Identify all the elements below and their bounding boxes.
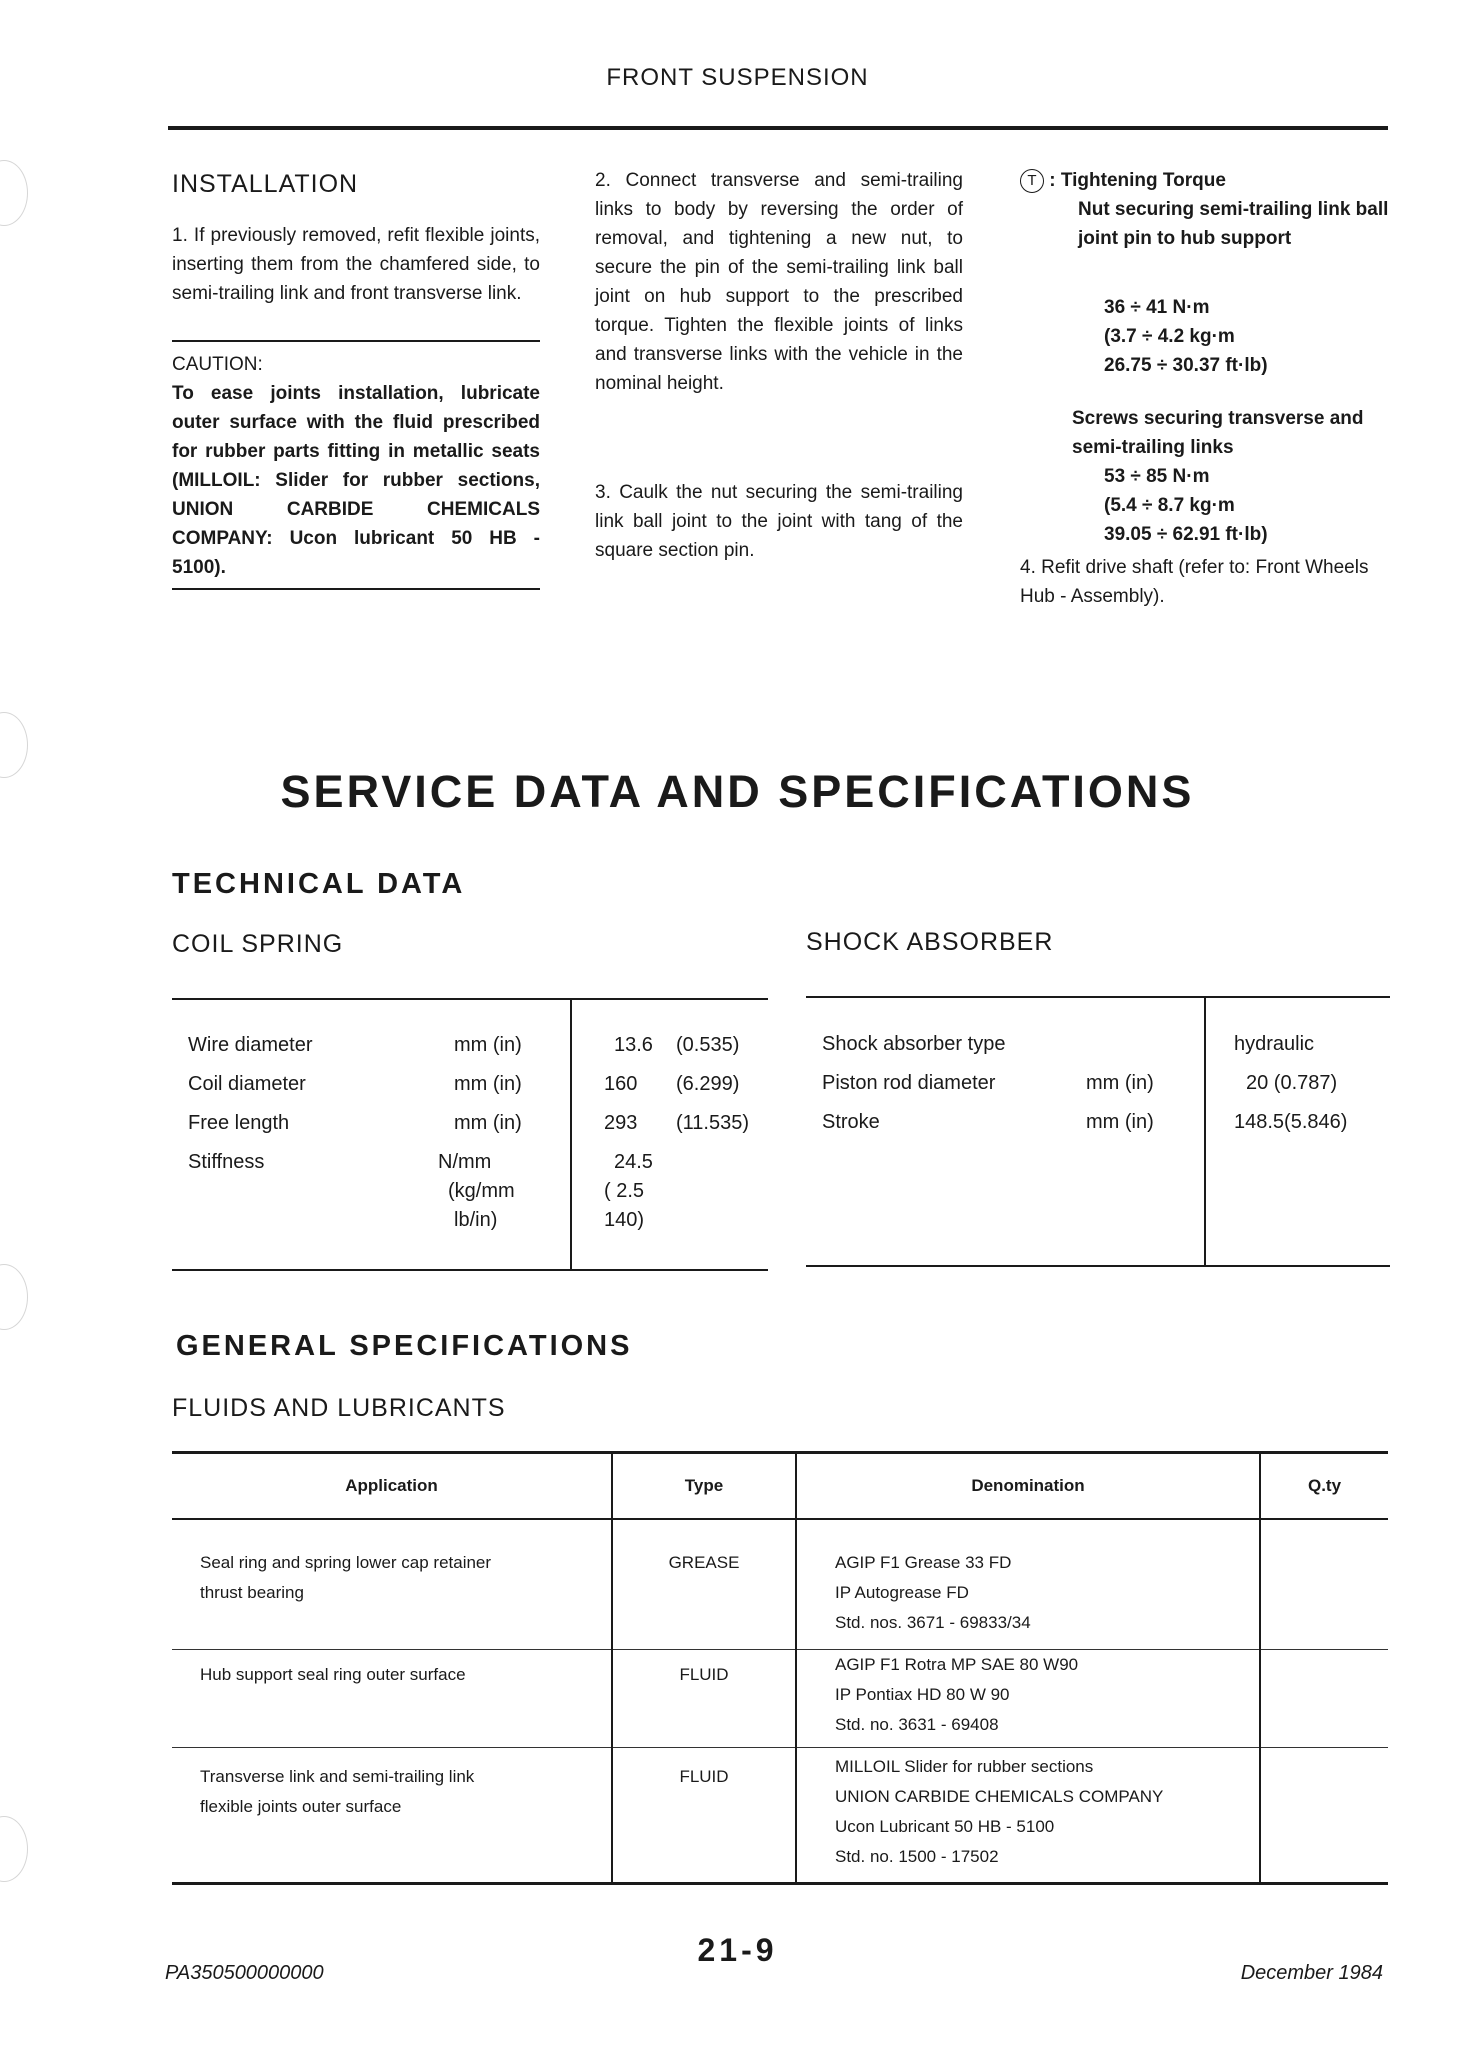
denomination-cell — [796, 1649, 1260, 1747]
column-header: Denomination — [796, 1453, 1260, 1520]
coil-row-value: 13.6 — [614, 1034, 653, 1056]
torque-value: 36 ÷ 41 N·m — [1104, 297, 1210, 318]
coil-stiffness-unit: lb/in) — [454, 1209, 498, 1231]
coil-spring-table-bottom-rule — [172, 1269, 768, 1271]
installation-step-3: 3. Caulk the nut securing the semi-trailing link ball joint to the joint with tang of the square section pin. — [595, 482, 963, 561]
table-row — [172, 1649, 1388, 1747]
shock-row-label: Shock absorber type — [822, 1033, 1006, 1055]
application-cell — [172, 1747, 612, 1883]
denomination-line: AGIP F1 Rotra MP SAE 80 W90 — [835, 1654, 1079, 1674]
application-line: Transverse link and semi-trailing link — [200, 1766, 475, 1786]
torque-2-values — [1020, 462, 1390, 549]
shock-row-label: Stroke — [822, 1111, 880, 1133]
installation-step-4: 4. Refit drive shaft (refer to: Front Wheels Hub - Assembly). — [1020, 557, 1369, 607]
installation-column-2 — [595, 166, 963, 565]
header-rule — [168, 126, 1388, 130]
torque-value: (5.4 ÷ 8.7 kg·m — [1104, 495, 1235, 516]
coil-row-value: 24.5 — [614, 1151, 653, 1173]
type-cell: FLUID — [612, 1747, 796, 1883]
coil-row-unit: mm (in) — [454, 1073, 522, 1095]
application-line: Seal ring and spring lower cap retainer — [200, 1553, 492, 1572]
torque-value: 39.05 ÷ 62.91 ft·lb) — [1104, 524, 1268, 545]
coil-row-value: 293 — [604, 1112, 638, 1134]
qty-cell — [1260, 1747, 1388, 1883]
general-specifications-heading: GENERAL SPECIFICATIONS — [176, 1330, 633, 1362]
footer-document-code: PA350500000000 — [165, 1962, 324, 1984]
torque-title: : Tightening Torque — [1049, 170, 1226, 191]
torque-value: (3.7 ÷ 4.2 kg·m — [1104, 326, 1235, 347]
denomination-line: Ucon Lubricant 50 HB - 5100 — [835, 1816, 1055, 1836]
denomination-cell — [796, 1747, 1260, 1883]
coil-spring-table-divider — [570, 998, 572, 1270]
coil-stiffness-value: ( 2.5 — [604, 1180, 645, 1202]
torque-1-values — [1020, 293, 1390, 380]
page-number: 21-9 — [697, 1932, 778, 1968]
footer-date: December 1984 — [1240, 1962, 1383, 1984]
denomination-line: Std. no. 3631 - 69408 — [835, 1714, 999, 1734]
table-row — [172, 1519, 1388, 1649]
denomination-line: AGIP F1 Grease 33 FD — [835, 1553, 1012, 1572]
caution-text: To ease joints installation, lubricate outer surface with the fluid prescribed for rubber parts fitting in metallic seats (MILLOIL: Slider for rubber sections, UNION CARBIDE CHEMICALS COMPANY: Ucon lubricant 50 HB - 5100). — [172, 383, 540, 578]
fluids-table-header — [172, 1453, 1388, 1520]
torque-value: 26.75 ÷ 30.37 ft·lb) — [1104, 355, 1268, 376]
coil-spring-table-top-rule — [172, 998, 768, 1000]
shock-table-bottom-rule — [806, 1265, 1390, 1267]
fluids-lubricants-heading: FLUIDS AND LUBRICANTS — [172, 1394, 506, 1422]
qty-cell — [1260, 1649, 1388, 1747]
column-header: Application — [172, 1453, 612, 1520]
application-line: flexible joints outer surface — [200, 1796, 402, 1816]
coil-row-value2: (11.535) — [676, 1112, 750, 1134]
installation-column-1 — [172, 170, 540, 590]
torque-symbol-icon: T — [1020, 169, 1044, 193]
coil-spring-heading: COIL SPRING — [172, 930, 344, 958]
denomination-line: IP Autogrease FD — [835, 1583, 969, 1602]
binder-hole — [0, 160, 28, 226]
torque-1-description: Nut securing semi-trailing link ball joint pin to hub support — [1078, 199, 1389, 249]
caution-title: CAUTION: — [172, 354, 263, 375]
shock-row-label: Piston rod diameter — [822, 1072, 996, 1094]
coil-row-unit: N/mm — [438, 1151, 492, 1173]
denomination-line: IP Pontiax HD 80 W 90 — [835, 1684, 1010, 1704]
type-cell: GREASE — [612, 1519, 796, 1649]
shock-row-value: 148.5(5.846) — [1234, 1111, 1348, 1133]
coil-row-label: Free length — [188, 1112, 290, 1134]
technical-data-heading: TECHNICAL DATA — [172, 868, 466, 900]
coil-stiffness-unit: (kg/mm — [448, 1180, 515, 1202]
shock-row-value: 20 (0.787) — [1246, 1072, 1338, 1094]
shock-row-unit: mm (in) — [1086, 1111, 1154, 1133]
shock-table-divider — [1204, 996, 1206, 1266]
torque-heading — [1020, 166, 1390, 195]
coil-row-value2: (6.299) — [676, 1073, 740, 1095]
torque-value: 53 ÷ 85 N·m — [1104, 466, 1210, 487]
shock-row-value: hydraulic — [1234, 1033, 1315, 1055]
shock-absorber-heading: SHOCK ABSORBER — [806, 928, 1054, 956]
application-line: Hub support seal ring outer surface — [200, 1664, 466, 1684]
coil-row-label: Coil diameter — [188, 1073, 306, 1095]
page-header-title: FRONT SUSPENSION — [606, 64, 869, 91]
torque-column — [1020, 166, 1390, 611]
column-header: Q.ty — [1260, 1453, 1388, 1520]
denomination-line: Std. no. 1500 - 17502 — [835, 1846, 999, 1866]
qty-cell — [1260, 1519, 1388, 1649]
service-data-title: SERVICE DATA AND SPECIFICATIONS — [280, 766, 1195, 817]
installation-step-1: 1. If previously removed, refit flexible joints, inserting them from the chamfered side, to semi-trailing link and front transverse link. — [172, 225, 540, 304]
denomination-line: MILLOIL Slider for rubber sections — [835, 1756, 1094, 1776]
denomination-line: Std. nos. 3671 - 69833/34 — [835, 1613, 1031, 1632]
application-cell — [172, 1519, 612, 1649]
application-line: thrust bearing — [200, 1583, 304, 1602]
coil-row-unit: mm (in) — [454, 1112, 522, 1134]
coil-row-value2: (0.535) — [676, 1034, 740, 1056]
shock-table-top-rule — [806, 996, 1390, 998]
application-cell — [172, 1649, 612, 1747]
coil-row-label: Wire diameter — [188, 1034, 313, 1056]
column-header: Type — [612, 1453, 796, 1520]
installation-heading: INSTALLATION — [172, 170, 359, 198]
table-row — [172, 1747, 1388, 1883]
shock-row-unit: mm (in) — [1086, 1072, 1154, 1094]
denomination-cell — [796, 1519, 1260, 1649]
type-cell: FLUID — [612, 1649, 796, 1747]
coil-row-value: 160 — [604, 1073, 638, 1095]
binder-hole — [0, 1264, 28, 1330]
coil-row-label: Stiffness — [188, 1151, 265, 1173]
coil-stiffness-value: 140) — [604, 1209, 645, 1231]
fluids-table — [172, 1451, 1388, 1885]
coil-row-unit: mm (in) — [454, 1034, 522, 1056]
binder-hole — [0, 1816, 28, 1882]
caution-box — [172, 340, 540, 590]
torque-2-description: Screws securing transverse and semi-trailing links — [1072, 408, 1364, 458]
installation-step-2: 2. Connect transverse and semi-trailing links to body by reversing the order of removal, and tightening a new nut, to secure the pin of the semi-trailing link ball joint on hub support to the prescribed torque. Tighten the flexible joints of links and transverse links with the vehicle in the nominal height. — [595, 170, 963, 394]
denomination-line: UNION CARBIDE CHEMICALS COMPANY — [835, 1786, 1164, 1806]
